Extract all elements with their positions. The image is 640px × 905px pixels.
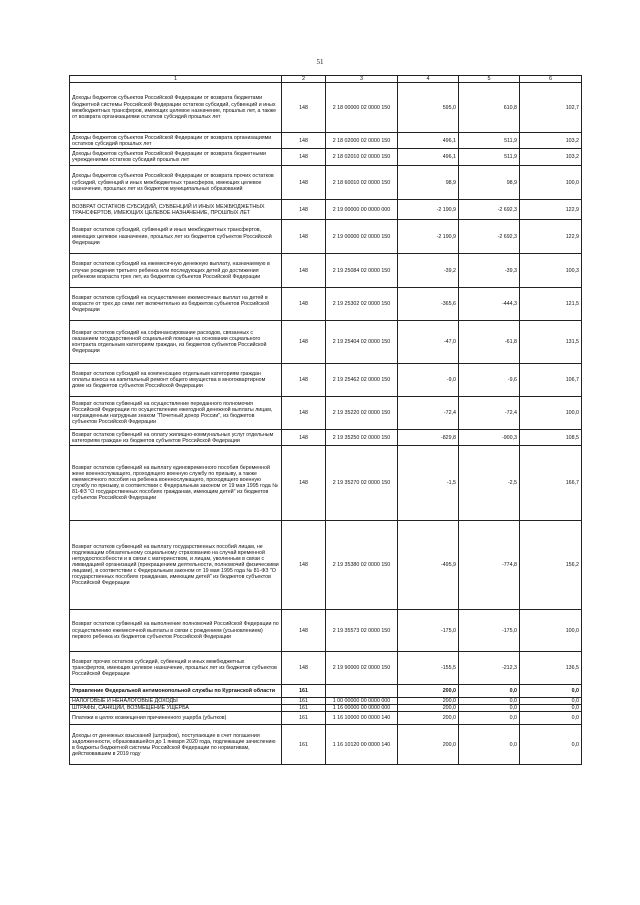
row-admin-cell: 148	[282, 220, 326, 254]
table-row	[70, 725, 582, 765]
row-value-col5: -774,8	[459, 521, 520, 610]
row-name-cell: Доходы бюджетов субъектов Российской Федерации от возврата организациями остатков субсидий прошлых лет	[70, 133, 282, 149]
row-code-cell: 2 18 60010 02 0000 150	[326, 166, 398, 200]
header-cell: 3	[326, 76, 398, 83]
table-row	[70, 149, 582, 166]
row-name-cell: Возврат остатков субвенций на оплату жилищно-коммунальных услуг отдельным категориям граждан из бюджетов субъектов Российской Федерации	[70, 430, 282, 446]
row-code-cell: 2 19 00000 00 0000 000	[326, 200, 398, 220]
table-row	[70, 430, 582, 446]
row-admin-cell: 148	[282, 133, 326, 149]
row-value-col4: 200,0	[398, 705, 459, 712]
row-value-col6: 122,9	[520, 220, 582, 254]
row-code-cell: 1 16 00000 00 0000 000	[326, 705, 398, 712]
row-value-col4: -155,5	[398, 652, 459, 685]
row-value-col5: 610,8	[459, 83, 520, 133]
row-value-col6: 103,2	[520, 149, 582, 166]
table-row	[70, 254, 582, 288]
row-value-col6: 0,0	[520, 705, 582, 712]
row-name-cell: Доходы бюджетов субъектов Российской Федерации от возврата бюджетными учреждениями остатков субсидий прошлых лет	[70, 149, 282, 166]
row-value-col6: 100,0	[520, 397, 582, 430]
table-row	[70, 712, 582, 725]
row-code-cell: 1 00 00000 00 0000 000	[326, 698, 398, 705]
row-value-col5: 0,0	[459, 725, 520, 765]
row-admin-cell: 148	[282, 397, 326, 430]
header-cell: 2	[282, 76, 326, 83]
row-name-cell: Возврат остатков субвенций на выплату государственных пособий лицам, не подлежащим обязательному социальному страхованию на случай временной нетрудоспособности и в связи с материнством, и лицам, уволенным в связи с ликвидацией организаций (прекращением деятельности, полномочий физическими лицами), в соответствии с Федеральным законом от 19 мая 1995 года № 81-ФЗ "О государственных пособиях гражданам, имеющим детей" из бюджетов субъектов Российской Федерации	[70, 521, 282, 610]
row-value-col6: 106,7	[520, 364, 582, 397]
row-value-col4: -1,5	[398, 446, 459, 521]
row-name-cell: Возврат остатков субвенций на выполнение полномочий Российской Федерации по осуществлению ежемесячной выплаты в связи с рождением (усыновлением) первого ребенка из бюджетов субъектов Российской Федерации	[70, 610, 282, 652]
header-cell: 5	[459, 76, 520, 83]
table-row	[70, 166, 582, 200]
row-value-col4: 496,1	[398, 149, 459, 166]
row-value-col6: 100,0	[520, 610, 582, 652]
row-value-col5: 511,9	[459, 149, 520, 166]
table-row	[70, 220, 582, 254]
row-value-col4: -2 190,9	[398, 200, 459, 220]
row-value-col4: 200,0	[398, 712, 459, 725]
row-name-cell: Возврат остатков субсидий на компенсацию отдельным категориям граждан оплаты взноса на капитальный ремонт общего имущества в многоквартирном доме из бюджетов субъектов Российской Федерации	[70, 364, 282, 397]
row-value-col6: 108,5	[520, 430, 582, 446]
row-value-col5: -444,3	[459, 288, 520, 321]
row-code-cell: 2 18 02000 02 0000 150	[326, 133, 398, 149]
row-value-col6: 103,2	[520, 133, 582, 149]
row-admin-cell: 148	[282, 83, 326, 133]
row-value-col4: -2 190,9	[398, 220, 459, 254]
row-admin-cell: 148	[282, 200, 326, 220]
row-name-cell: Возврат остатков субвенций на выплату единовременного пособия беременной жене военнослужащего, проходящего военную службу по призыву, а также ежемесячного пособия на ребенка военнослужащего, проходящего военную службу по призыву, в соответствии с Федеральным законом от 19 мая 1995 года № 81-ФЗ "О государственных пособиях гражданам, имеющим детей" из бюджетов субъектов Российской Федерации	[70, 446, 282, 521]
table-row	[70, 521, 582, 610]
header-cell: 1	[70, 76, 282, 83]
row-value-col4: 200,0	[398, 685, 459, 698]
row-code-cell: 2 19 35220 02 0000 150	[326, 397, 398, 430]
row-code-cell: 2 19 35573 02 0000 150	[326, 610, 398, 652]
row-value-col5: -2 692,3	[459, 200, 520, 220]
row-value-col5: 0,0	[459, 705, 520, 712]
table-row	[70, 652, 582, 685]
row-value-col6: 0,0	[520, 712, 582, 725]
header-cell: 4	[398, 76, 459, 83]
row-value-col4: -9,0	[398, 364, 459, 397]
row-code-cell: 2 19 35250 02 0000 150	[326, 430, 398, 446]
table-row	[70, 397, 582, 430]
table-row	[70, 705, 582, 712]
row-code-cell: 2 19 90000 02 0000 150	[326, 652, 398, 685]
row-name-cell: Возврат остатков субвенций на осуществление переданного полномочия Российской Федерации по осуществлению ежегодной денежной выплаты лицам, награжденным нагрудным знаком "Почетный донор России", из бюджетов субъектов Российской Федерации	[70, 397, 282, 430]
row-code-cell: 2 18 00000 02 0000 150	[326, 83, 398, 133]
row-value-col6: 122,9	[520, 200, 582, 220]
row-value-col4: 595,0	[398, 83, 459, 133]
table-row	[70, 685, 582, 698]
row-value-col4: -365,6	[398, 288, 459, 321]
row-value-col4: -175,0	[398, 610, 459, 652]
row-name-cell: ШТРАФЫ, САНКЦИИ, ВОЗМЕЩЕНИЕ УЩЕРБА	[70, 705, 282, 712]
row-value-col5: -212,3	[459, 652, 520, 685]
row-value-col6: 0,0	[520, 698, 582, 705]
row-admin-cell: 148	[282, 254, 326, 288]
row-value-col5: 0,0	[459, 712, 520, 725]
row-code-cell: 1 16 10120 00 0000 140	[326, 725, 398, 765]
table-row	[70, 83, 582, 133]
row-name-cell: Управление Федеральной антимонопольной службы по Курганской области	[70, 685, 282, 698]
row-value-col5: -2,5	[459, 446, 520, 521]
row-value-col6: 0,0	[520, 685, 582, 698]
row-value-col5: -900,3	[459, 430, 520, 446]
table-row	[70, 364, 582, 397]
row-name-cell: Доходы бюджетов субъектов Российской Федерации от возврата прочих остатков субсидий, субвенций и иных межбюджетных трансферов, имеющих целевое назначение, прошлых лет из бюджетов муниципальных образований	[70, 166, 282, 200]
header-cell: 6	[520, 76, 582, 83]
row-value-col5: -175,0	[459, 610, 520, 652]
row-value-col4: 200,0	[398, 698, 459, 705]
row-admin-cell: 161	[282, 698, 326, 705]
row-name-cell: Доходы от денежных взысканий (штрафов), поступающие в счет погашения задолженности, образовавшейся до 1 января 2020 года, подлежащие зачислению в бюджеты бюджетной системы Российской Федерации по нормативам, действовавшим в 2019 году	[70, 725, 282, 765]
row-code-cell: 2 19 25462 02 0000 150	[326, 364, 398, 397]
row-name-cell: НАЛОГОВЫЕ И НЕНАЛОГОВЫЕ ДОХОДЫ	[70, 698, 282, 705]
row-value-col6: 121,5	[520, 288, 582, 321]
row-code-cell: 2 19 35380 02 0000 150	[326, 521, 398, 610]
table-row	[70, 446, 582, 521]
row-value-col5: -61,8	[459, 321, 520, 364]
row-value-col6: 102,7	[520, 83, 582, 133]
table-row	[70, 610, 582, 652]
row-admin-cell: 148	[282, 430, 326, 446]
row-value-col5: 0,0	[459, 685, 520, 698]
row-value-col5: -9,6	[459, 364, 520, 397]
row-admin-cell: 161	[282, 712, 326, 725]
row-value-col6: 0,0	[520, 725, 582, 765]
row-value-col4: -829,8	[398, 430, 459, 446]
row-value-col4: 496,1	[398, 133, 459, 149]
row-value-col4: -47,0	[398, 321, 459, 364]
row-admin-cell: 161	[282, 705, 326, 712]
row-value-col5: 511,9	[459, 133, 520, 149]
row-admin-cell: 161	[282, 725, 326, 765]
row-name-cell: Возврат остатков субсидий на осуществление ежемесячных выплат на детей в возрасте от трех до семи лет включительно из бюджетов субъектов Российской Федерации	[70, 288, 282, 321]
row-admin-cell: 148	[282, 652, 326, 685]
row-value-col4: -495,9	[398, 521, 459, 610]
row-admin-cell: 148	[282, 364, 326, 397]
row-code-cell: 2 19 25302 02 0000 150	[326, 288, 398, 321]
row-code-cell: 2 19 25084 02 0000 150	[326, 254, 398, 288]
row-value-col5: -72,4	[459, 397, 520, 430]
row-code-cell: 2 19 25404 02 0000 150	[326, 321, 398, 364]
row-name-cell: ВОЗВРАТ ОСТАТКОВ СУБСИДИЙ, СУБВЕНЦИЙ И ИНЫХ МЕЖБЮДЖЕТНЫХ ТРАНСФЕРТОВ, ИМЕЮЩИХ ЦЕЛЕВОЕ НАЗНАЧЕНИЕ, ПРОШЛЫХ ЛЕТ	[70, 200, 282, 220]
row-value-col6: 156,2	[520, 521, 582, 610]
table-row	[70, 288, 582, 321]
row-value-col4: 200,0	[398, 725, 459, 765]
row-name-cell: Платежи в целях возмещения причиненного ущерба (убытков)	[70, 712, 282, 725]
row-admin-cell: 148	[282, 288, 326, 321]
row-value-col6: 100,3	[520, 254, 582, 288]
row-admin-cell: 161	[282, 685, 326, 698]
row-name-cell: Возврат прочих остатков субсидий, субвенций и иных межбюджетных трансфертов, имеющих целевое назначение, прошлых лет из бюджетов субъектов Российской Федерации	[70, 652, 282, 685]
row-value-col4: -72,4	[398, 397, 459, 430]
row-code-cell	[326, 685, 398, 698]
row-code-cell: 1 16 10000 00 0000 140	[326, 712, 398, 725]
row-value-col6: 136,5	[520, 652, 582, 685]
row-value-col4: -39,2	[398, 254, 459, 288]
row-value-col5: -2 692,3	[459, 220, 520, 254]
row-value-col6: 100,0	[520, 166, 582, 200]
row-value-col6: 131,5	[520, 321, 582, 364]
table-row	[70, 133, 582, 149]
row-code-cell: 2 19 35270 02 0000 150	[326, 446, 398, 521]
row-name-cell: Доходы бюджетов субъектов Российской Федерации от возврата бюджетами бюджетной системы Российской Федерации остатков субсидий, субвенций и иных межбюджетных трансферов, имеющих целевое назначение, прошлых лет, а также от возврата организациями остатков субсидий прошлых лет	[70, 83, 282, 133]
table-header-row	[70, 76, 582, 83]
table-row	[70, 200, 582, 220]
table-row	[70, 698, 582, 705]
row-value-col5: -39,3	[459, 254, 520, 288]
table-row	[70, 321, 582, 364]
row-admin-cell: 148	[282, 149, 326, 166]
row-name-cell: Возврат остатков субсидий, субвенций и иных межбюджетных трансфертов, имеющих целевое назначение, прошлых лет из бюджетов субъектов Российской Федерации	[70, 220, 282, 254]
row-value-col5: 98,9	[459, 166, 520, 200]
page-number: 51	[316, 58, 324, 66]
row-code-cell: 2 18 02010 02 0000 150	[326, 149, 398, 166]
row-admin-cell: 148	[282, 321, 326, 364]
row-code-cell: 2 19 00000 02 0000 150	[326, 220, 398, 254]
row-value-col6: 166,7	[520, 446, 582, 521]
row-name-cell: Возврат остатков субсидий на софинансирование расходов, связанных с оказанием государственной социальной помощи на основании социального контракта отдельным категориям граждан, из бюджетов субъектов Российской Федерации	[70, 321, 282, 364]
row-name-cell: Возврат остатков субсидий на ежемесячную денежную выплату, назначаемую в случае рождения третьего ребенка или последующих детей до достижения ребенком возраста трех лет, из бюджетов субъектов Российской Федерации	[70, 254, 282, 288]
row-admin-cell: 148	[282, 446, 326, 521]
row-admin-cell: 148	[282, 610, 326, 652]
row-admin-cell: 148	[282, 521, 326, 610]
revenue-table	[69, 75, 582, 765]
row-value-col4: 98,9	[398, 166, 459, 200]
row-admin-cell: 148	[282, 166, 326, 200]
row-value-col5: 0,0	[459, 698, 520, 705]
